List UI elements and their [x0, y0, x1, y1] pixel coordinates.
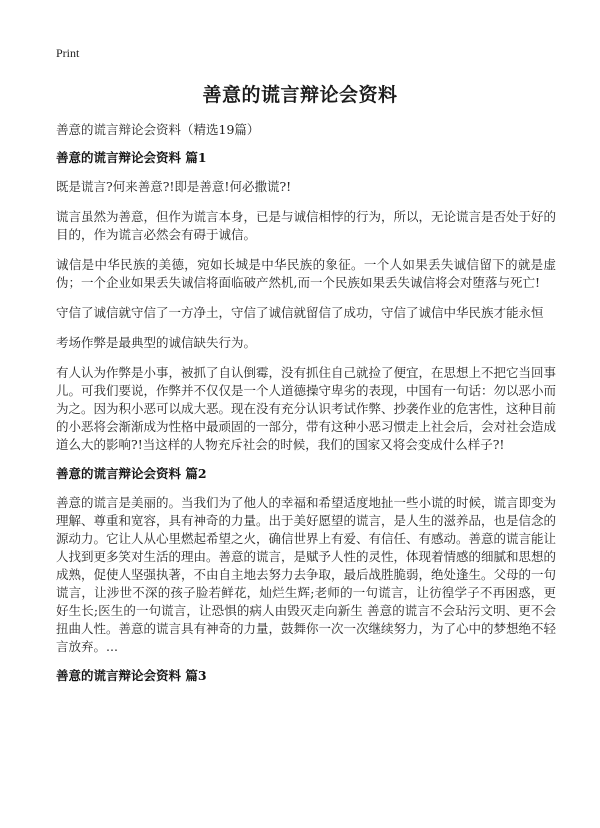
- paragraph: 既是谎言?何来善意?!即是善意!何必撒谎?!: [56, 179, 292, 194]
- section-heading: 善意的谎言辩论会资料 篇1: [56, 150, 207, 165]
- print-link[interactable]: Print: [56, 46, 80, 60]
- page-title: 善意的谎言辩论会资料: [202, 84, 398, 106]
- paragraph: 有人认为作弊是小事，被抓了自认倒霉，没有抓住自己就捡了便宜，在思想上不把它当回事儿。可我们要说，作弊并不仅仅是一个人道德操守卑劣的表现，中国有一句话：勿以恶小而为之。因为积小恶可以成大恶。现在没有充分认识考试作弊、抄袭作业的危害性，这种目前的小恶将会渐渐成为性格中最顽固的一部分，带有这种小恶习惯走上社会后，会对社会造成道么大的影响?!当这样的人物充斥社会的时候，我们的国家又将会变成什么样子?!: [56, 365, 557, 452]
- section-2: [56, 466, 556, 656]
- document-subtitle: 善意的谎言辩论会资料（精选19篇）: [56, 122, 260, 137]
- paragraph: 谎言虽然为善意，但作为谎言本身，已是与诚信相悖的行为，所以，无论谎言是否处于好的目的，作为谎言必然会有碍于诚信。: [56, 209, 557, 242]
- paragraph: 善意的谎言是美丽的。当我们为了他人的幸福和希望适度地扯一些小谎的时候，谎言即变为理解、尊重和宽容，具有神奇的力量。出于美好愿望的谎言，是人生的滋养品，也是信念的源动力。它让人从心里燃起希望之火，确信世界上有爱、有信任、有感动。善意的谎言能让人找到更多笑对生活的理由。善意的谎言，是赋予人性的灵性，体现着情感的细腻和思想的成熟，促使人坚强执著，不由自主地去努力去争取，最后战胜脆弱，绝处逢生。父母的一句谎言，让涉世不深的孩子脸若鲜花，灿烂生辉;老师的一句谎言，让彷徨学子不再困惑，更好生长;医生的一句谎言，让恐惧的病人由毁灭走向新生 善意的谎言不会玷污文明、更不会扭曲人性。善意的谎言具有神奇的力量，鼓舞你一次一次继续努力，为了心中的梦想绝不轻言放弃。...: [56, 495, 557, 654]
- paragraph: 诚信是中华民族的美德，宛如长城是中华民族的象征。一个人如果丢失诚信留下的就是虚伪；一个企业如果丢失诚信将面临破产然机,而一个民族如果丢失诚信将会对堕落与死亡!: [56, 257, 556, 290]
- section-heading: 善意的谎言辩论会资料 篇2: [56, 466, 207, 481]
- section-heading: 善意的谎言辩论会资料 篇3: [56, 668, 207, 683]
- section-3: [56, 668, 556, 684]
- document-body: [56, 150, 556, 696]
- section-1: [56, 150, 556, 454]
- paragraph: 守信了诚信就守信了一方净土，守信了诚信就留信了成功，守信了诚信中华民族才能永恒: [56, 305, 544, 320]
- paragraph: 考场作弊是最典型的诚信缺失行为。: [56, 335, 257, 350]
